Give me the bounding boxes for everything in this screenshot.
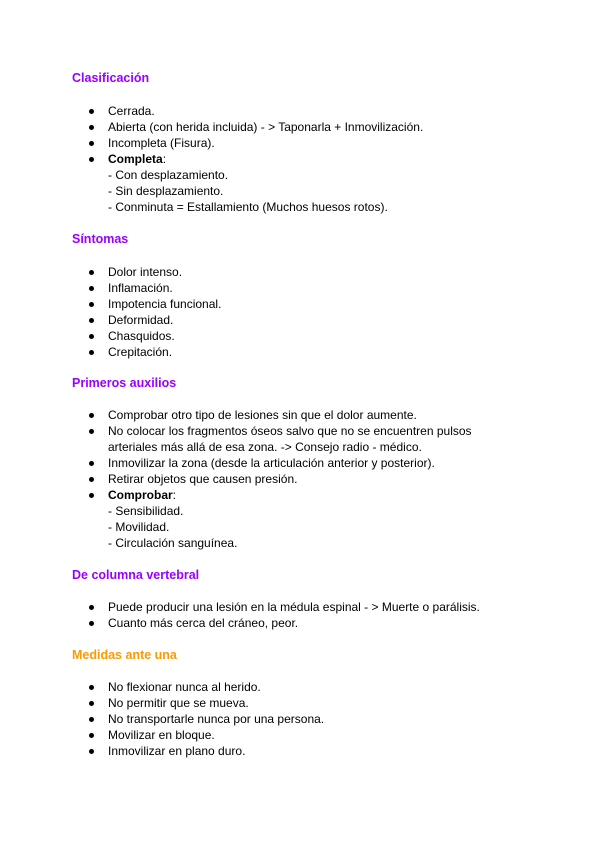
list-item: Retirar objetos que causen presión. (0, 471, 600, 487)
bullet-icon (89, 429, 94, 434)
bullet-icon (89, 461, 94, 466)
list-item: No transportarle nunca por una persona. (0, 711, 600, 727)
bullet-list-sintomas (0, 264, 600, 360)
list-item: Crepitación. (0, 344, 600, 360)
bullet-icon (89, 125, 94, 130)
sub-item: - Con desplazamiento. (108, 168, 229, 182)
bullet-icon (89, 701, 94, 706)
bullet-icon (89, 717, 94, 722)
section-heading-medidas: Medidas ante una (72, 648, 177, 662)
bullet-icon (89, 141, 94, 146)
bullet-icon (89, 733, 94, 738)
list-item: No permitir que se mueva. (0, 695, 600, 711)
list-item: Deformidad. (0, 312, 600, 328)
sub-item: - Sensibilidad. (108, 504, 184, 518)
list-item: Inmovilizar en plano duro. (0, 743, 600, 759)
bullet-icon (89, 334, 94, 339)
bullet-icon (89, 749, 94, 754)
bullet-icon (89, 477, 94, 482)
bullet-list-clasificacion (0, 103, 600, 215)
bullet-list-primeros-auxilios (0, 407, 600, 551)
list-item: Cerrada. (0, 103, 600, 119)
bullet-icon (89, 413, 94, 418)
list-item: Incompleta (Fisura). (0, 135, 600, 151)
bullet-list-columna-vertebral (0, 599, 600, 631)
bullet-icon (89, 493, 94, 498)
bullet-icon (89, 109, 94, 114)
section-heading-primeros-auxilios: Primeros auxilios (72, 376, 177, 390)
bullet-icon (89, 318, 94, 323)
list-item: Completa: - Con desplazamiento. - Sin desplazamiento. - Conminuta = Estallamiento (Muchos huesos rotos). (0, 151, 600, 215)
list-item: Inflamación. (0, 280, 600, 296)
list-item: Abierta (con herida incluida) - > Taponarla + Inmovilización. (0, 119, 600, 135)
section-heading-sintomas: Síntomas (72, 232, 129, 246)
list-item: Inmovilizar la zona (desde la articulación anterior y posterior). (0, 455, 600, 471)
list-item: Comprobar otro tipo de lesiones sin que el dolor aumente. (0, 407, 600, 423)
sub-item: - Movilidad. (108, 520, 170, 534)
bullet-list-medidas (0, 679, 600, 759)
bullet-icon (89, 270, 94, 275)
list-item: Movilizar en bloque. (0, 727, 600, 743)
list-item: Impotencia funcional. (0, 296, 600, 312)
list-item: No flexionar nunca al herido. (0, 679, 600, 695)
bullet-icon (89, 621, 94, 626)
list-item: No colocar los fragmentos óseos salvo que no se encuentren pulsos arteriales más allá de esa zona. -> Consejo radio - médico. (0, 423, 600, 455)
sub-item: - Sin desplazamiento. (108, 184, 224, 198)
list-item: Comprobar: - Sensibilidad. - Movilidad. - Circulación sanguínea. (0, 487, 600, 551)
list-item: Dolor intenso. (0, 264, 600, 280)
sub-item: - Conminuta = Estallamiento (Muchos huesos rotos). (108, 200, 388, 214)
bullet-icon (89, 350, 94, 355)
bullet-icon (89, 286, 94, 291)
section-heading-clasificacion: Clasificación (72, 71, 150, 85)
list-item: Cuanto más cerca del cráneo, peor. (0, 615, 600, 631)
list-item: Puede producir una lesión en la médula espinal - > Muerte o parálisis. (0, 599, 600, 615)
bullet-icon (89, 302, 94, 307)
bullet-icon (89, 157, 94, 162)
bullet-icon (89, 605, 94, 610)
continuation-line: arteriales más allá de esa zona. -> Consejo radio - médico. (108, 440, 422, 454)
sub-item: - Circulación sanguínea. (108, 536, 238, 550)
list-item: Chasquidos. (0, 328, 600, 344)
section-heading-columna-vertebral: De columna vertebral (72, 568, 200, 582)
bullet-icon (89, 685, 94, 690)
